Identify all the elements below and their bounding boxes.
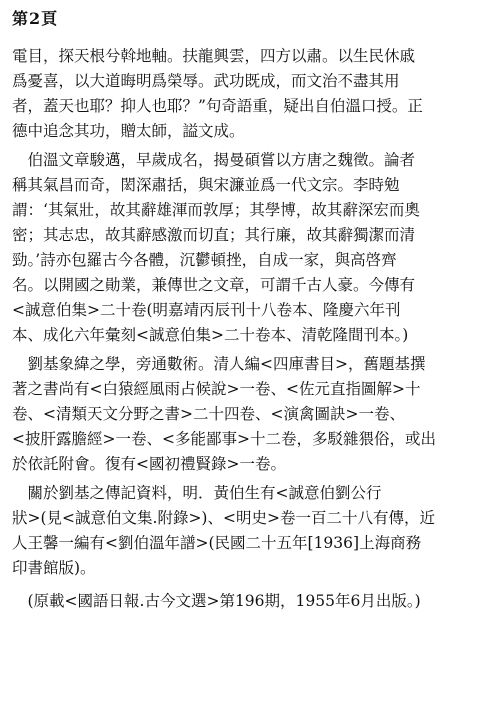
text-line: 伯溫文章駿邁，早歲成名，揭曼碩嘗以方唐之魏徵。論者 <box>12 151 416 169</box>
text-line: 人王馨一編有<劉伯溫年譜>(民國二十五年[1936]上海商務 <box>12 534 422 552</box>
text-line: 印書館版)。 <box>12 559 96 577</box>
text-line: 勁。’詩亦包羅古今各體，沉鬱頓挫，自成一家，與高啓齊 <box>12 251 397 269</box>
paragraph-1 <box>12 44 490 144</box>
text-line: 稱其氣昌而奇，閎深肅括，與宋濂並爲一代文宗。李時勉 <box>12 176 400 194</box>
page-number-header: 第2頁 <box>12 9 59 28</box>
text-line: 者，蓋天也耶？抑人也耶？”句奇語重，疑出自伯溫口授。正 <box>12 97 423 115</box>
source-note: (原載<國語日報.古今文選>第196期，1955年6月出版。) <box>12 592 421 610</box>
paragraph-2 <box>12 148 490 348</box>
text-line: <誠意伯集>二十卷(明嘉靖丙辰刊十八卷本、隆慶六年刊 <box>12 301 401 319</box>
text-line: 卷、<清類天文分野之書>二十四卷、<演禽圖訣>一卷、 <box>12 405 405 423</box>
article-body <box>12 44 490 614</box>
text-line: 本、成化六年彙刻<誠意伯集>二十卷本、清乾隆間刊本。) <box>12 326 409 344</box>
text-line: 名。以開國之勛業，兼傳世之文章，可謂千古人豪。今傳有 <box>12 276 416 294</box>
paragraph-4 <box>12 481 490 581</box>
text-line: 密；其志忠，故其辭感激而切直；其行廉，故其辭獨潔而清 <box>12 226 416 244</box>
text-line: <披肝露膽經>一卷、<多能鄙事>十二卷，多駁雜猥俗，或出 <box>12 430 436 448</box>
text-line: 謂：‘其氣壯，故其辭雄渾而敦厚；其學博，故其辭深宏而奧 <box>12 201 420 219</box>
text-line: 爲憂喜，以大道晦明爲榮辱。武功既成，而文治不盡其用 <box>12 72 400 90</box>
text-line: 關於劉基之傳記資料，明．黃伯生有<誠意伯劉公行 <box>12 484 382 502</box>
text-line: 於依託附會。復有<國初禮賢錄>一卷。 <box>12 455 286 473</box>
text-line: 著之書尚有<白猿經風雨占候說>一卷、<佐元直指圖解>十 <box>12 380 421 398</box>
text-line: 狀>(見<誠意伯文集.附錄>)、<明史>卷一百二十八有傳，近 <box>12 509 435 527</box>
text-line: 劉基象緯之學，旁通數術。清人編<四庫書目>，舊題基撰 <box>12 355 426 373</box>
text-line: 德中追念其功，贈太師，謚文成。 <box>12 122 245 140</box>
text-line: 電目，探天根兮斡地軸。扶龍興雲，四方以肅。以生民休戚 <box>12 47 416 65</box>
paragraph-3 <box>12 352 490 477</box>
